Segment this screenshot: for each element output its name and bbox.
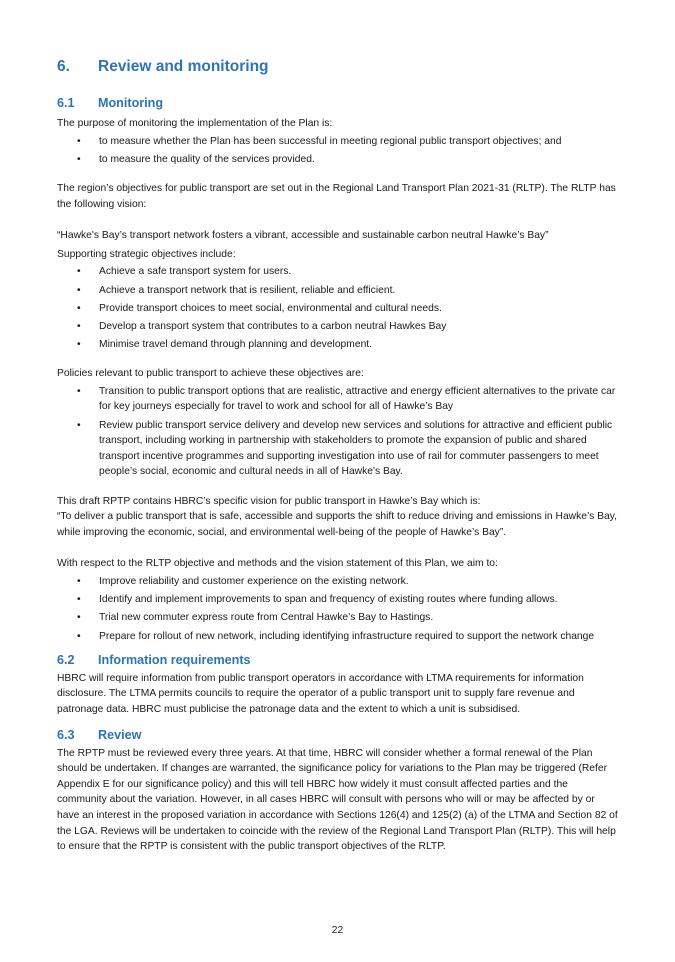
bullet-icon: • [77, 630, 81, 642]
bullet-icon: • [77, 385, 81, 397]
list-item: • Identify and implement improvements to span and frequency of existing routes where funding allows. [57, 592, 619, 608]
bullet-icon: • [77, 419, 81, 431]
list-item: • Develop a transport system that contributes to a carbon neutral Hawkes Bay [57, 319, 619, 335]
bullet-icon: • [77, 135, 81, 147]
vision-quote: “Hawke's Bay’s transport network fosters a vibrant, accessible and sustainable carbon neutral Hawke’s Bay” [57, 230, 549, 242]
bullet-icon: • [77, 576, 81, 587]
subsection-title: Information requirements [98, 652, 251, 667]
list-item: • Review public transport service delivery and develop new services and solutions for attractive and efficient public transport, including working in partnership with stakeholders to promote the expansion of public and shared transport incentive programmes and supporting investigation into use of rail for commuter passengers to meet people’s social, economic and cultural needs in all of Hawke's Bay. [77, 419, 613, 478]
list-item: • Minimise travel demand through planning and development. [57, 337, 619, 353]
review-body: The RPTP must be reviewed every three years. At that time, HBRC will consider whether a formal renewal of the Plan should be undertaken. If changes are warranted, the significance policy for variations to the Plan may be triggered (Refer Appendix E for our significance policy) and this will tell HBRC how widely it must consult affected parties and the community about the variation. However, in all cases HBRC will consult with persons who will or may be affected by or have an interest in the proposed variation in accordance with Sections 126(4) and 125(2) (a) of the LTMA and Section 82 of the LGA. Reviews will be undertaken to coincide with the review of the Regional Land Transport Plan (RLTP). This will help to ensure that the RPTP is consistent with the public transport objectives of the RLTP. [57, 747, 618, 853]
list-item: • to measure whether the Plan has been successful in meeting regional public transport objectives; and [57, 134, 619, 150]
list-item: • Improve reliability and customer experience on the existing network. [57, 574, 619, 590]
rptp-vision-intro: This draft RPTP contains HBRC’s specific vision for public transport in Hawke’s Bay which is: [57, 495, 481, 507]
subsection-title: Review [98, 727, 142, 742]
list-item: • Achieve a transport network that is resilient, reliable and efficient. [57, 283, 619, 299]
bullet-icon: • [77, 284, 81, 296]
document-page [57, 56, 619, 855]
subsection-title: Monitoring [98, 96, 164, 110]
page-number: 22 [331, 925, 344, 936]
subsection-number: 6.2 [57, 652, 75, 667]
list-item: • Trial new commuter express route from Central Hawke’s Bay to Hastings. [57, 610, 619, 626]
list-item: • Achieve a safe transport system for users. [57, 264, 619, 280]
subsection-heading-review [57, 727, 619, 744]
policies-list [57, 384, 619, 480]
subsection-heading-monitoring [57, 95, 619, 112]
monitoring-purpose-list [57, 134, 619, 168]
section-title: Review and monitoring [98, 58, 269, 75]
list-item: • to measure the quality of the services provided. [57, 152, 619, 168]
bullet-icon: • [77, 339, 81, 351]
list-item: • Transition to public transport options that are realistic, attractive and energy efficient alternatives to the private car for key journeys especially for travel to work and school for all of Hawke’s Bay [77, 385, 616, 413]
section-heading [57, 56, 619, 78]
bullet-icon: • [77, 320, 81, 332]
aims-list [57, 574, 619, 644]
subsection-heading-information [57, 652, 619, 669]
list-item: • Provide transport choices to meet social, environmental and cultural needs. [57, 301, 619, 317]
strategic-objectives-intro: Supporting strategic objectives include: [57, 248, 236, 260]
strategic-objectives-list [57, 264, 619, 352]
policies-intro: Policies relevant to public transport to achieve these objectives are: [57, 368, 364, 380]
bullet-icon: • [77, 594, 81, 606]
bullet-icon: • [77, 266, 81, 278]
rltp-paragraph: The region’s objectives for public transport are set out in the Regional Land Transport Plan 2021-31 (RLTP). The RLTP has the following vision: [57, 182, 616, 210]
bullet-icon: • [77, 302, 81, 314]
list-item: • Prepare for rollout of new network, including identifying infrastructure required to support the network change [57, 629, 619, 645]
subsection-number: 6.1 [57, 96, 75, 110]
subsection-number: 6.3 [57, 727, 75, 742]
aims-intro: With respect to the RLTP objective and methods and the vision statement of this Plan, we aim to: [57, 558, 498, 570]
monitoring-intro: The purpose of monitoring the implementation of the Plan is: [57, 118, 333, 129]
bullet-icon: • [77, 153, 81, 165]
information-requirements-body: HBRC will require information from public transport operators in accordance with LTMA requirements for information disclosure. The LTMA permits councils to require the operator of a public transport unit to supply fare revenue and patronage data. HBRC must publicise the patronage data and the extent to which a unit is subsidised. [57, 672, 584, 715]
rptp-vision-statement: “To deliver a public transport that is safe, accessible and supports the shift to reduce driving and emissions in Hawke’s Bay, while improving the economic, social, and environmental well-being of the people of Hawke’s Bay”. [57, 511, 617, 538]
section-number: 6. [57, 58, 70, 75]
bullet-icon: • [77, 612, 81, 624]
